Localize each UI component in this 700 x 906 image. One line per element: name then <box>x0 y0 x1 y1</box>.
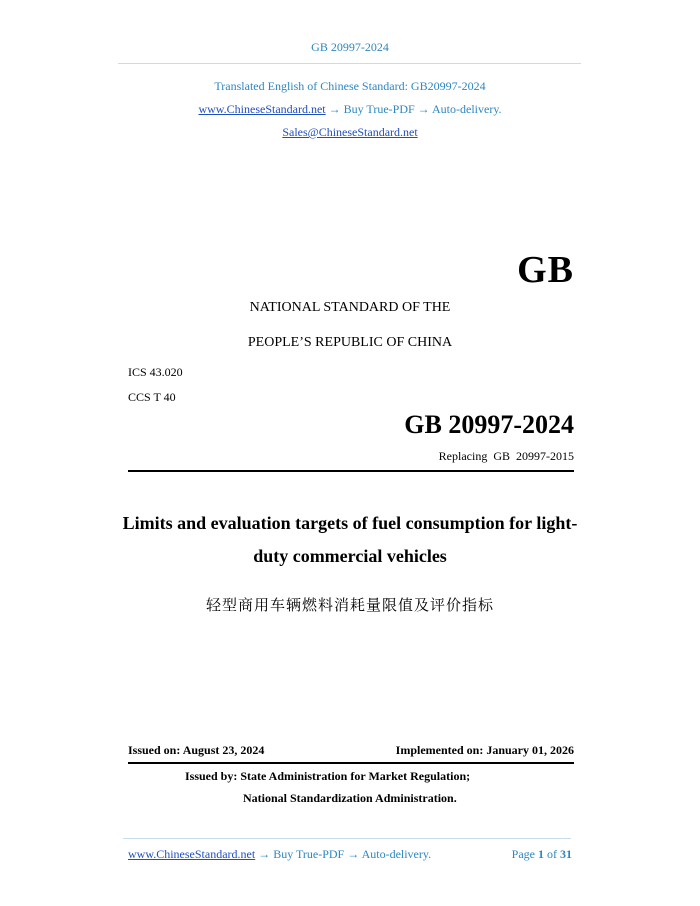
issued-on-date: Issued on: August 23, 2024 <box>128 743 265 757</box>
replacing-standard: Replacing GB 20997-2015 <box>438 449 574 463</box>
standard-number: GB 20997-2024 <box>404 410 574 439</box>
running-header-title: GB 20997-2024 <box>311 40 389 54</box>
implemented-on-date: Implemented on: January 01, 2026 <box>395 743 574 757</box>
ccs-code: CCS T 40 <box>128 390 176 404</box>
document-title-zh: 轻型商用车辆燃料消耗量限值及评价指标 <box>205 596 494 614</box>
purchase-notice <box>0 102 700 117</box>
sales-email-link[interactable]: Sales@ChineseStandard.net <box>282 125 418 139</box>
national-standard-heading-line1: NATIONAL STANDARD OF THE <box>249 300 451 315</box>
issued-by-line2: National Standardization Administration. <box>243 791 457 805</box>
footer-tagline: → Buy True-PDF → Auto-delivery. <box>255 847 432 861</box>
document-title-en-line2: duty commercial vehicles <box>253 546 447 566</box>
current-page-number: 1 <box>538 847 544 861</box>
gb-logo: GB <box>517 249 574 291</box>
footer-divider <box>123 838 571 839</box>
document-title-en-line1: Limits and evaluation targets of fuel consumption for light- <box>122 513 578 533</box>
title-divider <box>128 470 574 472</box>
footer-purchase-notice <box>128 847 431 862</box>
page-label: Page <box>511 847 535 861</box>
issued-by-line1: Issued by: State Administration for Market Regulation; <box>185 769 471 783</box>
page-indicator <box>512 847 572 862</box>
national-standard-heading-line2: PEOPLE’S REPUBLIC OF CHINA <box>247 335 453 350</box>
email-line <box>0 125 700 140</box>
of-label: of <box>547 847 557 861</box>
translation-notice: Translated English of Chinese Standard: GB20997-2024 <box>214 79 486 93</box>
chinese-standard-link[interactable]: www.ChineseStandard.net <box>198 102 326 116</box>
ics-code: ICS 43.020 <box>128 365 183 379</box>
total-pages: 31 <box>560 847 572 861</box>
header-divider <box>118 63 581 64</box>
footer-chinese-standard-link[interactable]: www.ChineseStandard.net <box>128 847 256 861</box>
dates-divider <box>128 762 574 764</box>
purchase-notice-text: → Buy True-PDF → Auto-delivery. <box>325 102 502 116</box>
